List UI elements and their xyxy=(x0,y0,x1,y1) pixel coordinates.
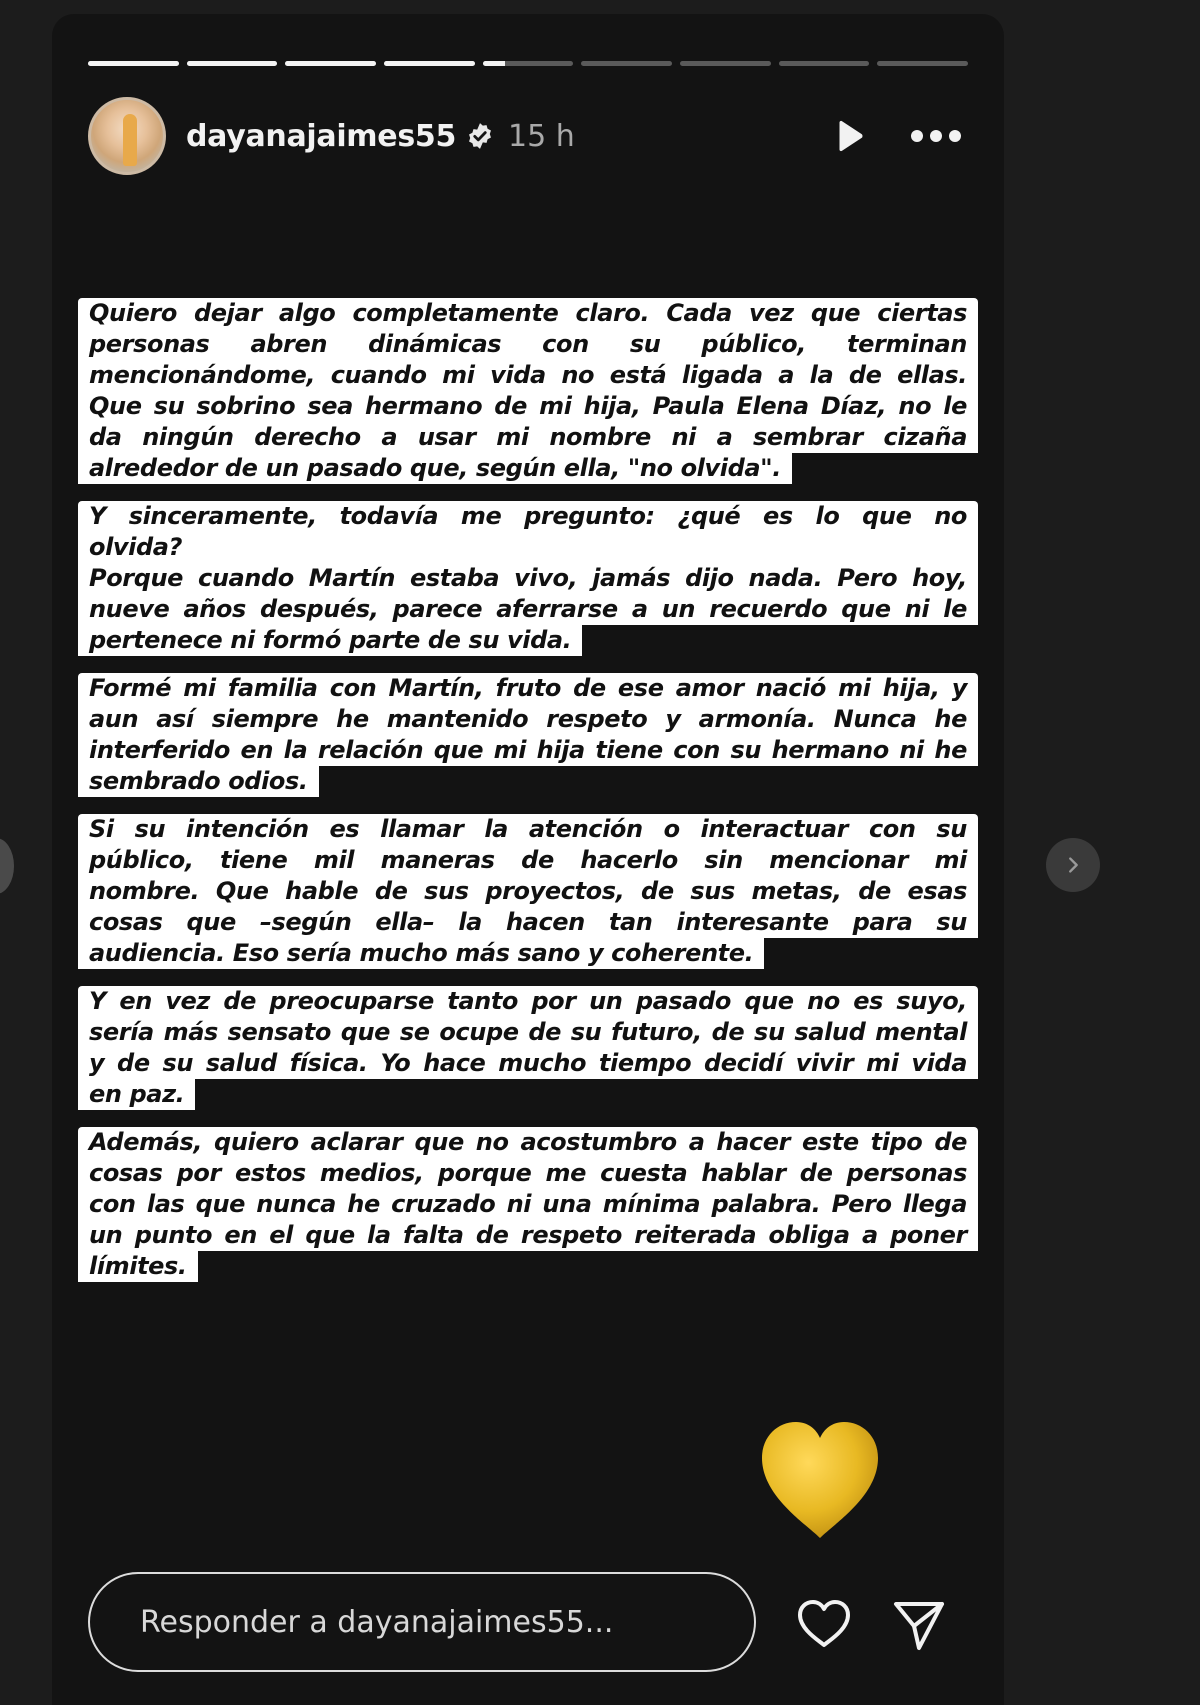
story-text-line: cosas que –según ella– la hacen tan interesante para su xyxy=(78,907,978,938)
progress-segment xyxy=(581,61,672,66)
avatar[interactable] xyxy=(88,97,166,175)
send-icon[interactable] xyxy=(892,1598,946,1652)
story-text-line: Porque cuando Martín estaba vivo, jamás dijo nada. Pero hoy, xyxy=(78,563,978,594)
reply-placeholder: Responder a dayanajaimes55... xyxy=(140,1604,614,1640)
more-options-icon[interactable] xyxy=(910,129,962,143)
story-text-line: un punto en el que la falta de respeto reiterada obliga a poner xyxy=(78,1220,978,1251)
story-text-line: nombre. Que hable de sus proyectos, de sus metas, de esas xyxy=(78,876,978,907)
progress-segment xyxy=(384,61,475,66)
progress-fill xyxy=(285,61,376,66)
story-text-line: Formé mi familia con Martín, fruto de ese amor nació mi hija, y xyxy=(78,673,978,704)
story-text-line: mencionándome, cuando mi vida no está ligada a la de ellas. xyxy=(78,360,978,391)
story-text-line: alrededor de un pasado que, según ella, "no olvida". xyxy=(78,453,792,484)
story-text-line: audiencia. Eso sería mucho más sano y coherente. xyxy=(78,938,764,969)
story-text xyxy=(78,298,978,1299)
story-paragraph xyxy=(78,986,978,1110)
progress-fill xyxy=(187,61,278,66)
progress-segment xyxy=(680,61,771,66)
story-paragraph xyxy=(78,814,978,969)
story-text-line: pertenece ni formó parte de su vida. xyxy=(78,625,582,656)
avatar-figure xyxy=(123,114,137,166)
story-text-line: personas abren dinámicas con su público, terminan xyxy=(78,329,978,360)
story-text-line: y de su salud física. Yo hace mucho tiempo decidí vivir mi vida xyxy=(78,1048,978,1079)
story-text-line: olvida? xyxy=(78,532,978,563)
reply-input[interactable] xyxy=(88,1572,756,1672)
story-text-line: límites. xyxy=(78,1251,198,1282)
progress-segment xyxy=(483,61,574,66)
story-text-line: sembrado odios. xyxy=(78,766,319,797)
story-text-line: sería más sensato que se ocupe de su futuro, de su salud mental xyxy=(78,1017,978,1048)
story-text-line: da ningún derecho a usar mi nombre ni a sembrar cizaña xyxy=(78,422,978,453)
story-text-line: aun así siempre he mantenido respeto y armonía. Nunca he xyxy=(78,704,978,735)
story-paragraph xyxy=(78,1127,978,1282)
verified-badge-icon xyxy=(466,122,494,150)
story-text-line: Y sinceramente, todavía me pregunto: ¿qué es lo que no xyxy=(78,501,978,532)
story-progress-bar xyxy=(88,61,968,66)
chevron-right-icon xyxy=(1062,854,1084,876)
story-paragraph xyxy=(78,501,978,656)
story-text-line: Si su intención es llamar la atención o interactuar con su xyxy=(78,814,978,845)
story-text-line: cosas por estos medios, porque me cuesta hablar de personas xyxy=(78,1158,978,1189)
story-header xyxy=(88,96,968,176)
progress-fill xyxy=(483,61,506,66)
progress-segment xyxy=(88,61,179,66)
story-text-line: interferido en la relación que mi hija tiene con su hermano ni he xyxy=(78,735,978,766)
story-text-line: Y en vez de preocuparse tanto por un pasado que no es suyo, xyxy=(78,986,978,1017)
story-paragraph xyxy=(78,298,978,484)
play-icon[interactable] xyxy=(830,117,868,155)
previous-story-button[interactable] xyxy=(0,838,14,894)
progress-fill xyxy=(88,61,179,66)
progress-segment xyxy=(187,61,278,66)
header-actions xyxy=(830,117,962,155)
story-text-line: Que su sobrino sea hermano de mi hija, Paula Elena Díaz, no le xyxy=(78,391,978,422)
story-text-line: con las que nunca he cruzado ni una mínima palabra. Pero llega xyxy=(78,1189,978,1220)
yellow-heart-emoji xyxy=(756,1418,884,1542)
story-text-line: nueve años después, parece aferrarse a un recuerdo que ni le xyxy=(78,594,978,625)
story-text-line: Además, quiero aclarar que no acostumbro a hacer este tipo de xyxy=(78,1127,978,1158)
next-story-button[interactable] xyxy=(1046,838,1100,892)
post-time: 15 h xyxy=(508,118,575,154)
heart-outline-icon[interactable] xyxy=(796,1598,852,1650)
story-text-line: Quiero dejar algo completamente claro. Cada vez que ciertas xyxy=(78,298,978,329)
story-text-line: público, tiene mil maneras de hacerlo sin mencionar mi xyxy=(78,845,978,876)
progress-fill xyxy=(384,61,475,66)
story-paragraph xyxy=(78,673,978,797)
progress-segment xyxy=(779,61,870,66)
username[interactable]: dayanajaimes55 xyxy=(186,118,457,154)
story-text-line: en paz. xyxy=(78,1079,195,1110)
progress-segment xyxy=(877,61,968,66)
progress-segment xyxy=(285,61,376,66)
